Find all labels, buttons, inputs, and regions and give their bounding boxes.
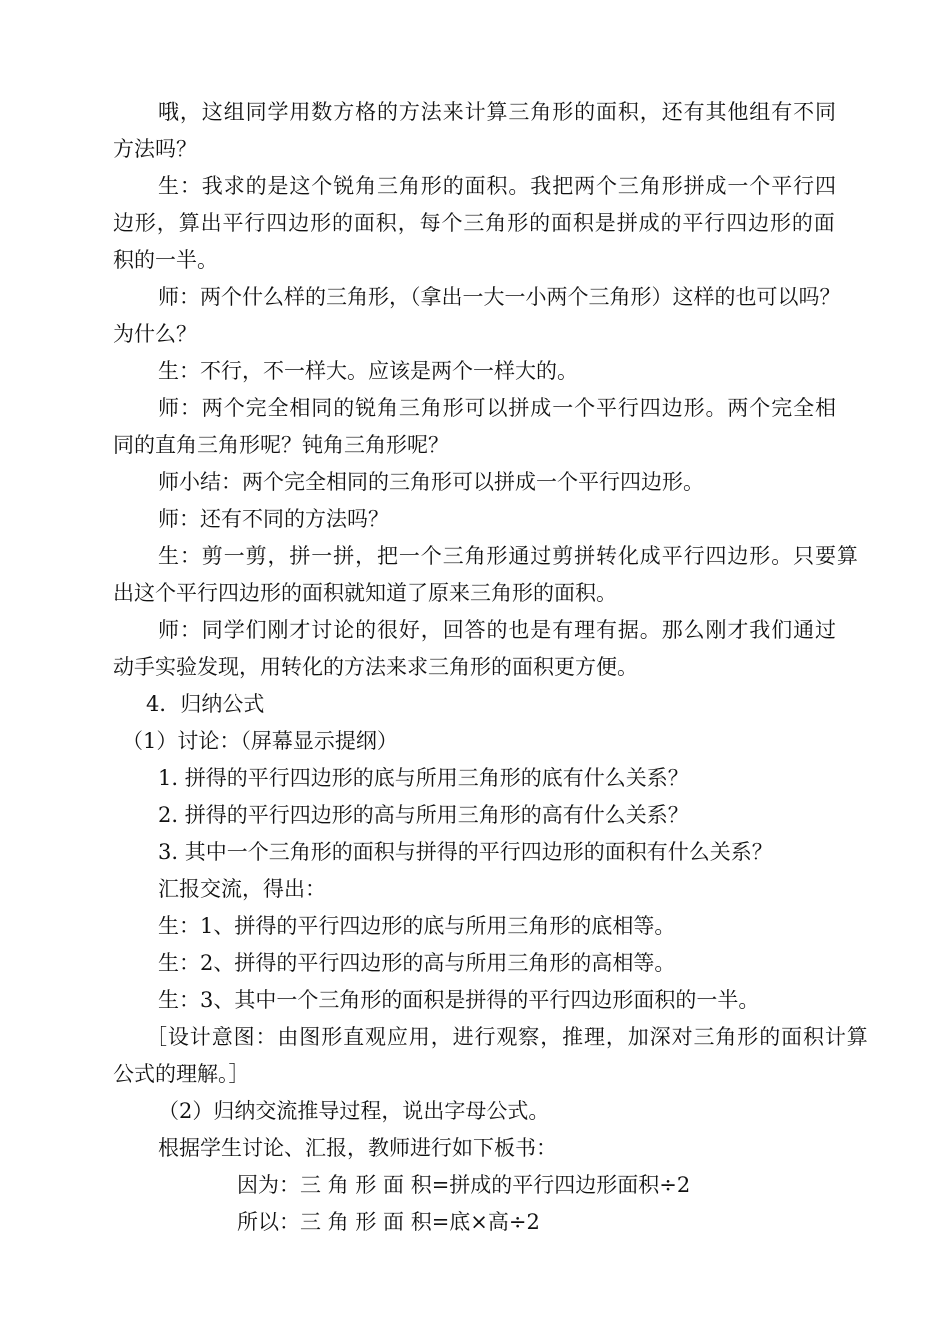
paragraph-6-line-1: 师小结：两个完全相同的三角形可以拼成一个平行四边形。	[158, 470, 704, 494]
formula-because: 因为：三 角 形 面 积=拼成的平行四边形面积÷2	[237, 1173, 691, 1197]
question-3: 3. 其中一个三角形的面积与拼得的平行四边形的面积有什么关系？	[158, 840, 773, 864]
design-intent-line-2: 公式的理解。］	[113, 1062, 250, 1086]
paragraph-7-line-1: 师：还有不同的方法吗？	[158, 507, 389, 531]
question-1: 1. 拼得的平行四边形的底与所用三角形的底有什么关系？	[158, 766, 689, 790]
paragraph-5-line-2: 同的直角三角形呢？钝角三角形呢？	[113, 433, 449, 457]
paragraph-2-line-2: 边形，算出平行四边形的面积，每个三角形的面积是拼成的平行四边形的面	[113, 211, 836, 235]
paragraph-9-line-2: 动手实验发现，用转化的方法来求三角形的面积更方便。	[113, 655, 638, 679]
answer-1: 生：1、拼得的平行四边形的底与所用三角形的底相等。	[158, 914, 676, 938]
design-intent-line-1: ［设计意图：由图形直观应用，进行观察，推理，加深对三角形的面积计算	[146, 1025, 869, 1049]
paragraph-2-line-1: 生：我求的是这个锐角三角形的面积。我把两个三角形拼成一个平行四	[158, 174, 837, 198]
paragraph-9-line-1: 师：同学们刚才讨论的很好，回答的也是有理有据。那么刚才我们通过	[158, 618, 837, 642]
discussion-label: （1）讨论：（屏幕显示提纲）	[122, 729, 398, 753]
answer-2: 生：2、拼得的平行四边形的高与所用三角形的高相等。	[158, 951, 676, 975]
report-label: 汇报交流，得出：	[158, 877, 326, 901]
paragraph-4-line-1: 生：不行，不一样大。应该是两个一样大的。	[158, 359, 578, 383]
paragraph-5-line-1: 师：两个完全相同的锐角三角形可以拼成一个平行四边形。两个完全相	[158, 396, 837, 420]
formula-therefore: 所以：三 角 形 面 积=底×高÷2	[237, 1210, 540, 1234]
paragraph-2-line-3: 积的一半。	[113, 248, 218, 272]
paragraph-8-line-2: 出这个平行四边形的面积就知道了原来三角形的面积。	[113, 581, 617, 605]
step-2-label: （2）归纳交流推导过程，说出字母公式。	[158, 1099, 550, 1123]
paragraph-8-line-1: 生：剪一剪，拼一拼，把一个三角形通过剪拼转化成平行四边形。只要算	[158, 544, 859, 568]
section-heading: 4．归纳公式	[146, 692, 265, 716]
paragraph-3-line-2: 为什么？	[113, 322, 197, 346]
paragraph-1-line-2: 方法吗？	[113, 137, 197, 161]
board-intro: 根据学生讨论、汇报，教师进行如下板书：	[158, 1136, 557, 1160]
paragraph-1-line-1: 哦，这组同学用数方格的方法来计算三角形的面积，还有其他组有不同	[158, 100, 837, 124]
question-2: 2. 拼得的平行四边形的高与所用三角形的高有什么关系？	[158, 803, 689, 827]
paragraph-3-line-1: 师：两个什么样的三角形，（拿出一大一小两个三角形）这样的也可以吗？	[158, 285, 841, 309]
answer-3: 生：3、其中一个三角形的面积是拼得的平行四边形面积的一半。	[158, 988, 760, 1012]
